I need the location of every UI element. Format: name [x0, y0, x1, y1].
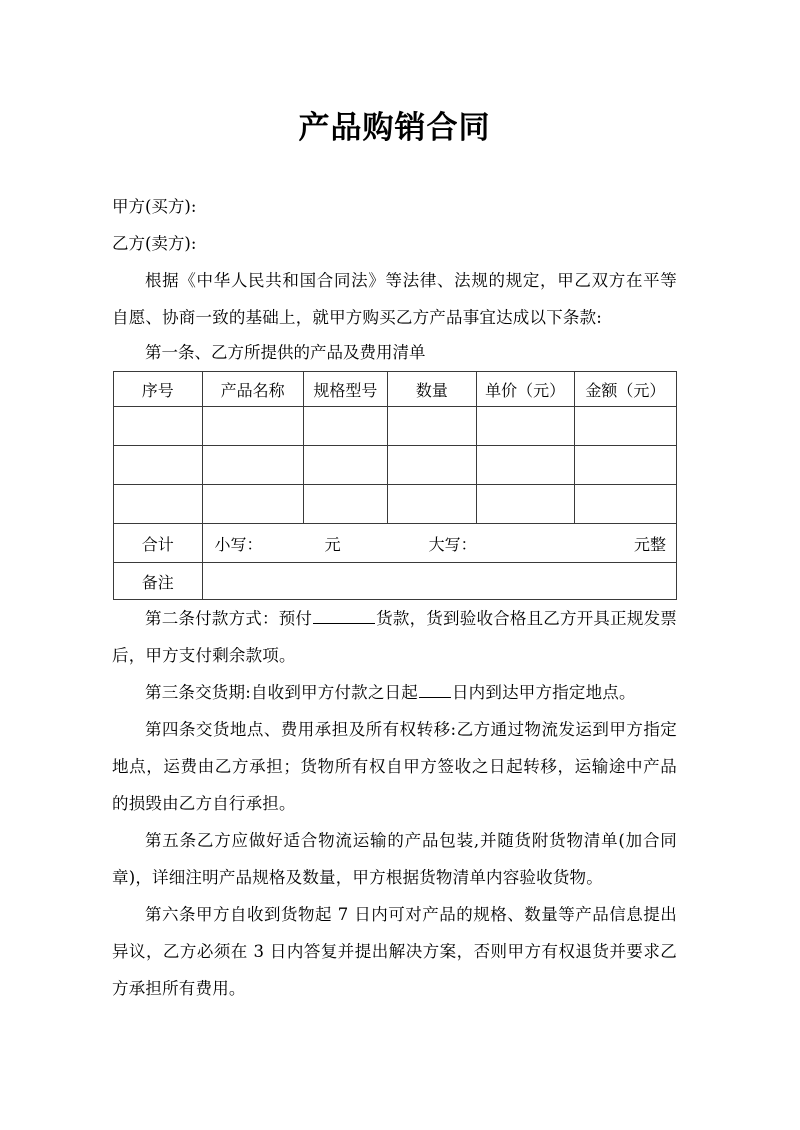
col-header-quantity: 数量: [388, 372, 477, 407]
cell-name[interactable]: [202, 407, 303, 446]
cell-unitprice[interactable]: [476, 485, 574, 524]
clause-2-text-2: 货款，货到验收合格且乙方开具正规发票后，甲方支付剩余款项。: [112, 609, 677, 665]
preamble-paragraph: 根据《中华人民共和国合同法》等法律、法规的规定，甲乙双方在平等自愿、协商一致的基础上，就甲方购买乙方产品事宜达成以下条款:: [112, 271, 677, 327]
clause-2-paragraph: [112, 600, 677, 674]
col-header-name: 产品名称: [202, 372, 303, 407]
clause-5-paragraph: 第五条乙方应做好适合物流运输的产品包装,并随货附货物清单(加合同章)，详细注明产品规格及数量，甲方根据货物清单内容验收货物。: [112, 831, 677, 887]
cell-name[interactable]: [202, 446, 303, 485]
table-body: [114, 372, 677, 600]
cell-index[interactable]: [114, 446, 203, 485]
col-header-index: 序号: [114, 372, 203, 407]
clause-6-paragraph: 第六条甲方自收到货物起 7 日内可对产品的规格、数量等产品信息提出异议，乙方必须在 3 日内答复并提出解决方案，否则甲方有权退货并要求乙方承担所有费用。: [112, 905, 677, 998]
clause-3-text-2: 日内到达甲方指定地点。: [451, 683, 636, 702]
clause-2-text-1: 第二条付款方式：预付: [145, 609, 313, 628]
cell-unitprice[interactable]: [476, 446, 574, 485]
parties-and-preamble: [112, 188, 677, 336]
cell-quantity[interactable]: [388, 485, 477, 524]
clause-3-text-1: 第三条交货期:自收到甲方付款之日起: [145, 683, 418, 702]
clauses-section: [112, 600, 677, 1007]
page-title: 产品购销合同: [298, 110, 491, 146]
product-fee-table-wrapper: [113, 371, 677, 600]
total-small-amount-unit: 元: [324, 534, 341, 554]
cell-spec[interactable]: [303, 407, 387, 446]
table-row[interactable]: [114, 407, 677, 446]
table-remark-row: [114, 563, 677, 600]
table-total-row: [114, 524, 677, 563]
total-label: 合计: [114, 524, 203, 563]
cell-amount[interactable]: [574, 407, 676, 446]
table-row[interactable]: [114, 485, 677, 524]
section-one-heading: 第一条、乙方所提供的产品及费用清单: [145, 343, 426, 362]
total-big-amount-unit: 元整: [633, 534, 666, 554]
cell-quantity[interactable]: [388, 446, 477, 485]
clause-2-blank-field[interactable]: [313, 607, 375, 625]
cell-index[interactable]: [114, 485, 203, 524]
total-small-amount-label: 小写：: [214, 534, 263, 554]
product-fee-table: [113, 371, 677, 600]
total-amount-cell[interactable]: [202, 524, 676, 563]
total-big-amount-label: 大写：: [428, 534, 477, 554]
clause-3-paragraph: [112, 674, 677, 711]
col-header-amount: 金额（元）: [574, 372, 676, 407]
party-buyer-line: 甲方(买方):: [112, 197, 197, 216]
cell-name[interactable]: [202, 485, 303, 524]
remark-value-cell[interactable]: [202, 563, 676, 600]
cell-unitprice[interactable]: [476, 407, 574, 446]
cell-amount[interactable]: [574, 485, 676, 524]
remark-label: 备注: [114, 563, 203, 600]
table-header-row: [114, 372, 677, 407]
col-header-unitprice: 单价（元）: [476, 372, 574, 407]
clause-4-paragraph: 第四条交货地点、费用承担及所有权转移:乙方通过物流发运到甲方指定地点，运费由乙方承担；货物所有权自甲方签收之日起转移，运输途中产品的损毁由乙方自行承担。: [112, 720, 677, 813]
col-header-spec: 规格型号: [303, 372, 387, 407]
table-row[interactable]: [114, 446, 677, 485]
party-seller-line: 乙方(卖方):: [112, 234, 197, 253]
cell-quantity[interactable]: [388, 407, 477, 446]
clause-3-blank-field[interactable]: [419, 681, 451, 699]
cell-index[interactable]: [114, 407, 203, 446]
cell-spec[interactable]: [303, 446, 387, 485]
cell-spec[interactable]: [303, 485, 387, 524]
cell-amount[interactable]: [574, 446, 676, 485]
